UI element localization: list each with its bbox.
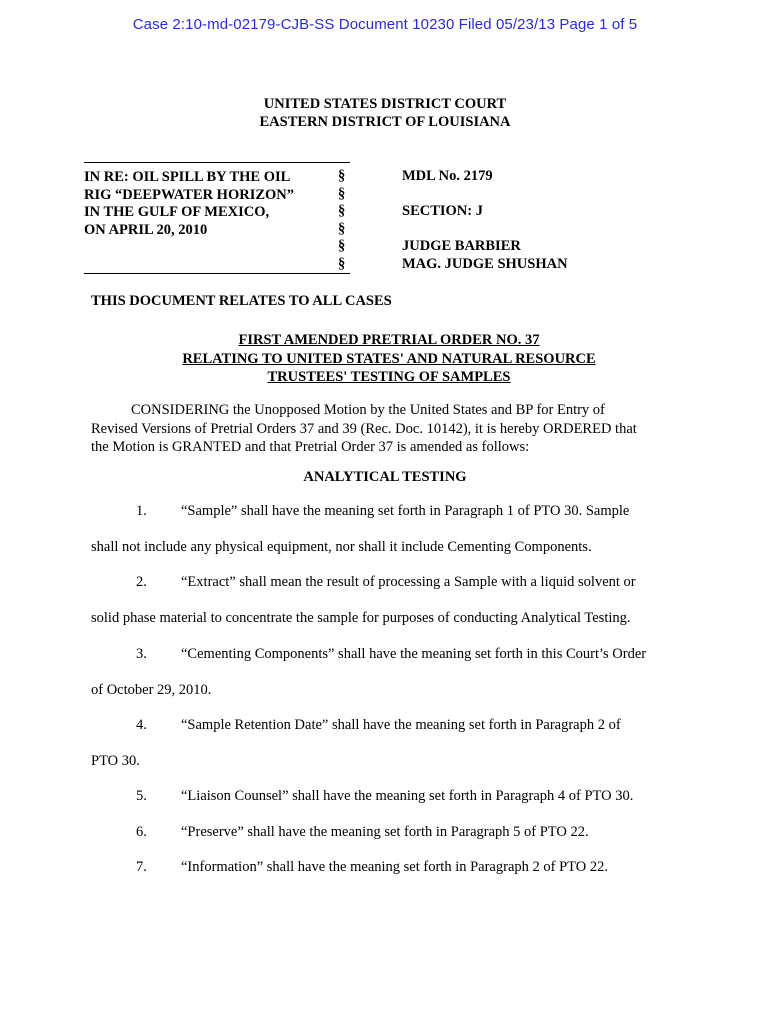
court-name-line-2: EASTERN DISTRICT OF LOUISIANA <box>259 114 511 130</box>
section-mark: § <box>338 255 346 272</box>
paragraph-number: 3. <box>136 646 147 662</box>
paragraph-continuation: shall not include any physical equipment, nor shall it include Cementing Components. <box>91 539 592 555</box>
paragraph-text: “Preserve” shall have the meaning set forth in Paragraph 5 of PTO 22. <box>181 824 589 840</box>
paragraph-number: 6. <box>136 824 147 840</box>
section-mark: § <box>338 203 346 219</box>
section-mark: § <box>338 185 346 202</box>
considering-line: Revised Versions of Pretrial Orders 37 and 39 (Rec. Doc. 10142), it is hereby ORDERED that <box>91 420 637 437</box>
order-title-line: TRUSTEES' TESTING OF SAMPLES <box>267 369 511 385</box>
paragraph-text: “Extract” shall mean the result of processing a Sample with a liquid solvent or <box>181 574 636 590</box>
paragraph-continuation: PTO 30. <box>91 753 140 769</box>
paragraph-continuation: of October 29, 2010. <box>91 682 212 698</box>
case-caption <box>84 162 350 274</box>
order-title-line: RELATING TO UNITED STATES' AND NATURAL RESOURCE <box>182 350 596 367</box>
case-details <box>402 168 722 273</box>
court-name-line-1: UNITED STATES DISTRICT COURT <box>263 96 507 112</box>
blank-line <box>402 221 722 239</box>
judge-name: JUDGE BARBIER <box>402 238 521 254</box>
caption-line: ON APRIL 20, 2010 <box>84 221 208 238</box>
section-mark: § <box>338 238 346 254</box>
mdl-number: MDL No. 2179 <box>402 168 493 184</box>
filing-stamp: Case 2:10-md-02179-CJB-SS Document 10230 Filed 05/23/13 Page 1 of 5 <box>132 16 638 33</box>
paragraph-number: 4. <box>136 717 147 733</box>
blank-line <box>402 186 722 204</box>
paragraph-number: 5. <box>136 788 147 804</box>
paragraph-text: “Sample” shall have the meaning set forth in Paragraph 1 of PTO 30. Sample <box>181 503 630 519</box>
considering-line: the Motion is GRANTED and that Pretrial Order 37 is amended as follows: <box>91 439 530 455</box>
order-title <box>0 331 770 387</box>
considering-paragraph <box>91 401 681 457</box>
section-heading: ANALYTICAL TESTING <box>303 469 467 485</box>
caption-line: RIG “DEEPWATER HORIZON” <box>84 186 295 203</box>
section-mark: § <box>338 220 346 237</box>
paragraph-number: 2. <box>136 574 147 590</box>
paragraph-text: “Sample Retention Date” shall have the meaning set forth in Paragraph 2 of <box>181 717 621 733</box>
relates-statement: THIS DOCUMENT RELATES TO ALL CASES <box>91 293 392 309</box>
section-mark: § <box>338 168 346 184</box>
paragraph-number: 7. <box>136 859 147 875</box>
considering-line: CONSIDERING the Unopposed Motion by the United States and BP for Entry of <box>131 402 605 418</box>
section-label: SECTION: J <box>402 203 483 219</box>
caption-line: IN THE GULF OF MEXICO, <box>84 204 270 220</box>
paragraph-text: “Cementing Components” shall have the meaning set forth in this Court’s Order <box>181 646 647 662</box>
caption-line: IN RE: OIL SPILL BY THE OIL <box>84 169 291 185</box>
court-name <box>0 95 770 131</box>
section-marks <box>338 168 352 273</box>
paragraph-text: “Liaison Counsel” shall have the meaning set forth in Paragraph 4 of PTO 30. <box>181 788 634 804</box>
paragraph-number: 1. <box>136 503 147 519</box>
paragraph-continuation: solid phase material to concentrate the sample for purposes of conducting Analytical Testing. <box>91 610 631 626</box>
magistrate-judge-name: MAG. JUDGE SHUSHAN <box>402 255 568 272</box>
order-title-line: FIRST AMENDED PRETRIAL ORDER NO. 37 <box>238 332 540 348</box>
paragraph-text: “Information” shall have the meaning set forth in Paragraph 2 of PTO 22. <box>181 859 608 875</box>
